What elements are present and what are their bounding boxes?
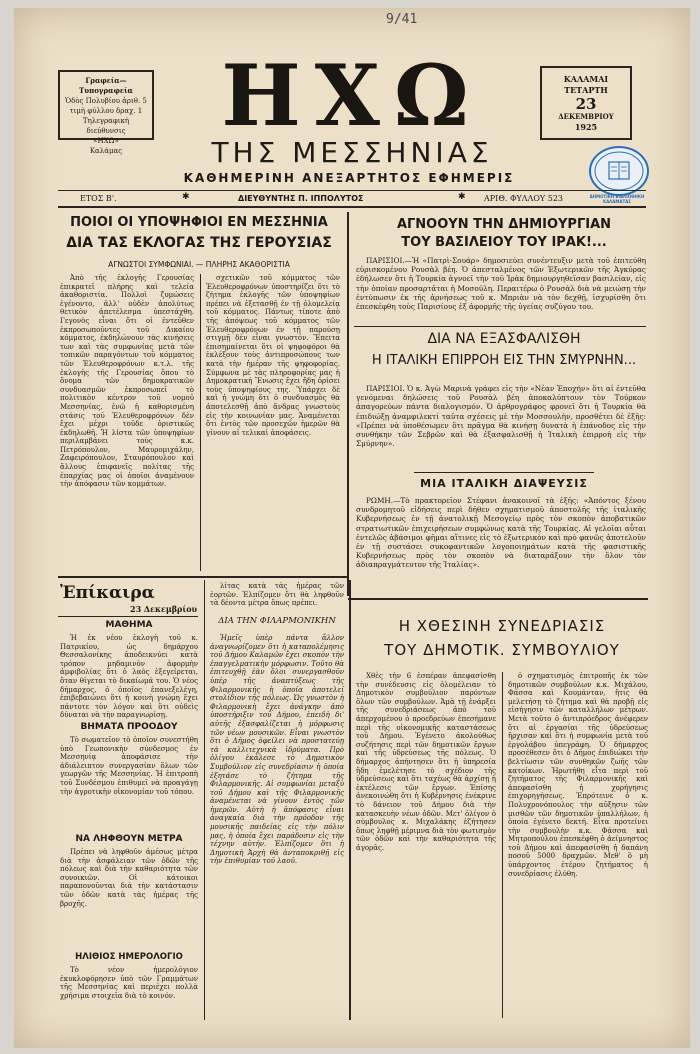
office-info-box: [58, 70, 154, 155]
date-day: 23: [575, 95, 597, 113]
library-stamp: [589, 146, 649, 196]
handwritten-number: 9/41: [386, 12, 418, 27]
main-vertical-divider: [347, 212, 349, 596]
library-stamp-icon: [591, 148, 647, 194]
epikaira-s2-title: ΒΗΜΑΤΑ ΠΡΟΟΔΟΥ: [80, 722, 178, 732]
date-box: [540, 66, 632, 140]
office-line-2: Ὁδὸς Πολυβίου ἀριθ. 5: [65, 97, 147, 105]
epikaira-header: Ἐπίκαιρα: [60, 583, 155, 603]
epikaira-s4-title: ΗΛΙΘΙΟΣ ΗΜΕΡΟΛΟΓΙΟ: [75, 952, 183, 962]
epikaira-s1-title: ΜΑΘΗΜΑ: [105, 620, 153, 630]
article1-column-2: σχετικῶν τοῦ κόμματος τῶν Ἐλευθεροφρόνων ὑποστηρίζει ὅτι τὸ ζήτημα ἐκλογῆς τῶν ὑποψηφίων πρέπει νὰ ἐξετασθῇ ἐν τῇ ὁλομελείᾳ τοῦ κόμματος. Πάντως τίποτε ἀπὸ τῆς ἀπόψεως τοῦ κόμματος τῶν Ἐλευθεροφρόνων ἐν τῇ παρούσῃ στιγμῇ δὲν εἶναι γνωστόν. Ἔπειτα ἐπισημαίνεται ὅτι οἱ ψηφοφόροι θὰ ἐκλέξουν τοὺς ἀντιπροσώπους των κατὰ τὴν ἡμέραν τῆς ψηφοφορίας. Σύμφωνα μὲ τὰς πληροφορίας μας ἡ Δημοκρατικὴ Ἕνωσις ἔχει ἤδη ὁρίσει τοὺς ὑποψηφίους της. Ὑπάρχει δὲ καὶ ἡ γνώμη ὅτι ὁ συνδυασμὸς θὰ ἀποτελεσθῇ ἀπὸ ἄνδρας γνωστοὺς εἰς τὴν κοινωνίαν μας. Ἀναμένεται ὅτι ἐντὸς τῶν προσεχῶν ἡμερῶν θὰ γίνουν αἱ τελικαὶ ἀποφάσεις.: [206, 274, 340, 437]
star-icon-2: ✱: [458, 192, 466, 202]
office-line-5: «ΗΧΩ»: [93, 137, 119, 145]
epikaira-s1-text: Ἡ ἐκ νέου ἐκλογὴ τοῦ κ. Πατρικίου, ὡς δημάρχου Θεσσαλονίκης ἀποδεικνύει κατὰ τρόπον μηδαμινὸν ἀφορμὴν ἀμφιβολίας ὅτι ὁ λαὸς ἐξεγείρεται, ὅταν θίγεται τὸ δικαίωμά του. Ὁ νέος δήμαρχος, ὁ ὁποῖος ἐπανεξελέγη, ἐπιβεβαιώνει ὅτι ἡ κοινὴ γνώμη ἔχει πάντοτε τὸν λόγον καὶ ὅτι οὐδεὶς δύναται νὰ τὴν παραγνωρίσῃ.: [60, 634, 198, 720]
article1-title-2: ΔΙΑ ΤΑΣ ΕΚΛΟΓΑΣ ΤΗΣ ΓΕΡΟΥΣΙΑΣ: [66, 235, 332, 251]
article5-title-1: Η ΧΘΕΣΙΝΗ ΣΥΝΕΔΡΙΑΣΙΣ: [398, 617, 606, 635]
article4-text: ΡΩΜΗ.—Τὸ πρακτορεῖον Στέφανι ἀνακοινοῖ τὰ ἑξῆς: «Ἀπόντος ξένου συνδρομητοῦ εἰδήσεις περὶ δῆθεν σχηματισμοῦ ἀποστολῆς τῆς ἰταλικῆς Κυβερνήσεως ἐν τῇ ἀνατολικῇ Μεσογείῳ πρὸς τὸν σκοπὸν ἀποβατικῶν στρατιωτικῶν ἐπιχειρήσεων συμφώνως κατὰ τῆς Τουρκίας. Αἱ γελοῖαι αὗται ἐντελῶς ἀβάσιμοι φῆμαι αἵτινες εἰς τὸ ἐξωτερικὸν καὶ πρὸ φανῶς ἀποτελοῦν ἐν τῇ συστάσει συκοφαντικῶν λογοποιημάτων κατὰ τῆς φασιστικῆς Κυβερνήσεως πρὸς τὸν σκοπὸν νὰ διαταράξουν τὴν ὅλον τὸν ἀδιαπραγμάτευτον τῆς Ἰταλίας».: [356, 496, 646, 570]
article1-subtitle: ΑΓΝΩΣΤΟΙ ΣΥΜΦΩΝΙΑΙ. — ΠΛΗΡΗΣ ΑΚΑΘΟΡΙΣΤΙΑ: [108, 260, 290, 269]
page-mid-divider: [58, 576, 348, 578]
star-icon-1: ✱: [182, 192, 190, 202]
article5-title-2: ΤΟΥ ΔΗΜΟΤΙΚ. ΣΥΜΒΟΥΛΙΟΥ: [384, 641, 620, 659]
epikaira-date: 23 Δεκεμβρίου: [130, 604, 198, 614]
filarmoniki-text: Ἡμεῖς ὑπὲρ πάντα ἄλλον ἀναγνωρίζομεν ὅτι ἡ καταπολέμησις τοῦ Δήμου Καλαμῶν ἔχει σκοπὸν τὴν ἐπαγγελματικὴν μόρφωσιν. Τοῦτο θὰ ἐπιτευχθῇ ἐὰν ὅλοι συνεργασθοῦν ὑπὲρ τῆς ἀναπτύξεως τῆς Φιλαρμονικῆς ἡ ὁποία ἀποτελεῖ στολίδιον τῆς πόλεως. Ὡς γνωστὸν ἡ Φιλαρμονικὴ ἔχει ἀνάγκην ἀπὸ ὑποστήριξιν τοῦ Δήμου, ἐπειδὴ δι' αὐτῆς ἐξασφαλίζεται ἡ μόρφωσις τῶν νέων μουσικῶν. Εἶναι γνωστὸν ὅτι ὁ Δῆμος ὀφείλει νὰ προστατεύῃ τὰ καλλιτεχνικὰ ἱδρύματα. Πρὸ ὀλίγου ἐκάλεσε τὸ Δημοτικὸν Συμβούλιον εἰς συνεδρίασιν ἡ ὁποία ἐξητάσε τὸ ζήτημα τῆς Φιλαρμονικῆς. Αἱ συμφωνίαι μεταξὺ τοῦ Δήμου καὶ τῆς Φιλαρμονικῆς ἀναμένεται νὰ γίνουν ἐντὸς τῶν ἡμερῶν. Αὐτὴ ἡ ἀπόφασις εἶναι ἀναγκαία διὰ τὴν πρόοδον τῆς μουσικῆς παιδείας εἰς τὴν πόλιν μας, ἡ ὁποία ἔχει παράδοσιν εἰς τὴν τέχνην αὐτήν. Ἐλπίζομεν ὅτι ἡ Δημοτικὴ Ἀρχὴ θὰ ἀνταποκριθῇ εἰς τὴν ἐπιθυμίαν τοῦ λαοῦ.: [210, 634, 344, 866]
date-weekday: ΤΕΤΑΡΤΗ: [564, 85, 608, 95]
masthead-subtitle: ΤΗΣ ΜΕΣΣΗΝΙΑΣ: [211, 136, 493, 169]
office-line-6: Καλάμας: [89, 147, 123, 155]
info-director: ΔΙΕΥΘΥΝΤΗΣ Π. ΙΠΠΟΛΥΤΟΣ: [238, 194, 364, 203]
article5-column-2: ὁ σχηματισμὸς ἐπιτροπῆς ἐκ τῶν δημοτικῶν συμβούλων κ.κ. Μιχάλου, Φάσσα καὶ Κουμάνταν, ἥτις θὰ μελετήσῃ τὸ ζήτημα καὶ θὰ προβῇ εἰς εἰσήγησιν τῶν καταλλήλων μέτρων. Μετὰ τοῦτο ὁ ἀντιπρόεδρος ἀνέφερεν ὅτι αἱ ἐργασίαι τῆς ὑδρεύσεως ἤρχισαν καὶ ὅτι ἡ συμφωνία μετὰ τοῦ ἐργολάβου ὑπεγράφη. Ὁ δήμαρχος προσέθεσεν ὅτι ὁ Δῆμος ἐπιδιώκει τὴν βελτίωσιν τῶν συνθηκῶν ζωῆς τῶν κατοίκων. Ἠρωτήθη εἶτα περὶ τοῦ ζητήματος τῆς Φιλαρμονικῆς καὶ ἀπεφασίσθη ἡ χορήγησις ἐπιχορηγήσεως. Ἐπρότεινε ὁ κ. Πολυχρονόπουλος τὴν αὔξησιν τῶν μισθῶν τῶν δημοτικῶν ὑπαλλήλων, ἡ ὁποία ἐγένετο δεκτή. Εἶτα προτείνει τὴν συμβουλὴν κ.κ. Φάσσα καὶ Μητροπούλου ἐπεσκέφθη ὁ ἀείμνηστος τοῦ Δήμου καὶ ἀπεφασίσθη ἡ δαπάνη ποσοῦ 5000 δραχμῶν. Μεθ' ὃ μὴ ὑπάρχοντος ἑτέρου ζητήματος ἡ συνεδρίασις ἐλύθη.: [508, 672, 648, 878]
info-year: ΕΤΟΣ Β'.: [80, 194, 117, 203]
article3-divider: [414, 472, 594, 473]
article4-title: ΜΙΑ ΙΤΑΛΙΚΗ ΔΙΑΨΕΥΣΙΣ: [420, 477, 588, 490]
article2-text: ΠΑΡΙΣΙΟΙ.—Ἡ «Πατρὶ-Σουάρ» δημοσιεύει συνέντευξιν μετὰ τοῦ ἐπιτεύθη εὑρισκομένου Ρουσὰλ βέη. Ὁ ἀπεσταλμένος τῶν Ἐξωτερικῶν τῆς Ἀγκύρας ἐδήλωσεν ὅτι ἡ Τουρκία ἀγνοεῖ τὴν τοῦ Ἰρὰκ δημιουργηθεῖσαν βασιλείαν, εἰς τὴν ὁποίαν προσαρτᾶται ἡ Μοσούλη. Περαιτέρω ὁ Ρουσὰλ διὰ νὰ μειώσῃ τὴν ἐντύπωσιν ἐκ τῆς ἀρνήσεως τοῦ κ. Μπριὰν νὰ τὸν δεχθῇ, ἰσχυρίσθη ὅτι ἐπεσκέφθη τοὺς Παρισίους ἐξ ἀφορμῆς τῆς ὑγείας συζύγου του.: [356, 256, 646, 312]
article3-text: ΠΑΡΙΣΙΟΙ. Ὁ κ. Ἀγὼ Μαρινὰ γράφει εἰς τὴν «Νέαν Ἐποχήν» ὅτι αἱ ἐντεῦθα γενόμεναι δηλώσεις τοῦ Ρουσὰλ βέη ἀποκαλύπτουν τὸν Τούρκον ἀπαγορεύων πάντα διαλογισμόν. Ὁ ἀρθρογράφος φρονεῖ ὅτι ἡ Τουρκία θὰ ἐπιδιώξῃ ἀναμφιλεκτί ταῦτα σχέσεις μὲ τὴν Μοσσουλὴν, προσθέτει δὲ ἐξῆς: «Πρέπει νὰ ὑποθέσωμεν ὅτι πρᾶγμα θὰ κινήσῃ δυνατὰ ἡ ἐπάνοδος εἰς τὴν συνθήκην τῶν Σεβρῶν καὶ θὰ ἐξασφαλισθῇ ἡ Ἰταλικὴ ἐπιρροὴ εἰς τὴν Σμύρνην».: [356, 384, 646, 449]
filarmoniki-top-text: λίτας κατὰ τὰς ἡμέρας τῶν ἑορτῶν. Ἐλπίζομεν ὅτι θὰ ληφθοῦν τὰ δέοντα μέτρα ὅπως πρέπει.: [210, 582, 344, 608]
article3-title-1: ΔΙΑ ΝΑ ΕΞΑΣΦΑΛΙΣΘΗ: [427, 331, 581, 347]
office-line-1: Γραφεία—Τυπογραφεία: [79, 76, 133, 95]
epikaira-s3-text: Πρέπει νὰ ληφθοῦν ἀμέσως μέτρα διὰ τὴν ἀσφάλειαν τῶν ὁδῶν τῆς πόλεως καὶ διὰ τὴν καθαριότητα τῶν συνοικιῶν. Οἱ κάτοικοι παραπονοῦνται διὰ τὴν κατάστασιν τῶν ὁδῶν κατὰ τὰς ἡμέρας τῆς βροχῆς.: [60, 848, 198, 908]
page-mid-divider-right: [348, 598, 648, 600]
article2-divider: [354, 326, 646, 327]
masthead-title: ΗΧΩ: [221, 46, 483, 145]
library-stamp-text: ΔΗΜΟΤΙΚΗ ΒΙΒΛΙΟΘΗΚΗ ΚΑΛΑΜΑΤΑΣ: [589, 194, 645, 204]
filarmoniki-divider: [349, 580, 351, 1020]
date-month: ΔΕΚΕΜΒΡΙΟΥ: [558, 112, 614, 121]
article3-title-2: Η ΙΤΑΛΙΚΗ ΕΠΙΡΡΟΗ ΕΙΣ ΤΗΝ ΣΜΥΡΝΗΝ...: [371, 353, 637, 368]
article1-column-1: Ἀπὸ τῆς ἐκλογῆς Γερουσίας ἐπικρατεῖ πλήρης καὶ τελεία ἀκαθοριστία. Πολλοὶ ζυμώσεις ἐγένοντο, ἀλλ' οὐδὲν ἀπολύτως θετικὸν ἀπετέλεσμα ὑπεστάχθη. Γεγονὸς εἶναι ὅτι οἱ ἐντεῦθεν ἐκπροσωποῦντες τοῦ Δικαίου κόμματος, ἐκδηλώνουν τὰς κινήσεις των καὶ τὰς συμφωνίας μετὰ τῶν τοπικῶν παραγόντων τοῦ κόμματος τῶν Ἐλευθεροφρόνων κ.τ.λ. τῆς ἐκλογῆς τῆς Γερουσίας ὅπου τὸ ὄνομα τῶν δημοκρατικῶν συνδυασμῶν ἐκπροσωπεῖ τὸ πολιτικὸν κέντρον τοῦ νομοῦ Μεσσηνίας, ἐνῶ ἡ καθορισμένη στάσις τοῦ Ἐλευθεροφρόνων δὲν ἔχει μέχρι τοῦδε ὁριστικῶς ἐκδηλωθῆ. Ἡ λίστα τῶν ὑποψηφίων περιλαμβάνει τοὺς κ.κ. Πετρόπουλον, Μαυρομιχάλην, Ζαφειρόπουλον, Σταυρόπουλον καὶ ἄλλους ἐπιφανεῖς πολίτας τῆς ἐπαρχίας μας οἱ ὁποῖοι ἀναμένουν τὴν ἀπόφασιν τῶν κομμάτων.: [60, 274, 194, 489]
epikaira-s2-text: Τὸ σωματεῖον τὸ ὁποῖον συνεστήθη ὑπὸ Γεωπονικὴν σύνδεσμος ἐν Μεσσηνίᾳ ἀποφάσισε τὴν ἀδιάλειπτον συνεργασίαν ὅλων τῶν γεωργῶν τῆς Μεσσηνίας. Ἡ ἐπιτροπὴ τοῦ Συνδέσμου ἐπιθυμεῖ νὰ προαγάγῃ τὴν ἀγροτικὴν οἰκονομίαν τοῦ τόπου.: [60, 736, 198, 796]
newspaper-page: [14, 8, 690, 1048]
article1-column-divider: [200, 274, 201, 571]
epikaira-s3-title: ΝΑ ΛΗΦΘΟΥΝ ΜΕΤΡΑ: [75, 834, 183, 844]
filarmoniki-title: ΔΙΑ ΤΗΝ ΦΙΛΑΡΜΟΝΙΚΗΝ: [218, 616, 336, 626]
article2-title-2: ΤΟΥ ΒΑΣΙΛΕΙΟΥ ΤΟΥ ΙΡΑΚ!...: [401, 235, 607, 250]
office-line-4: Τηλεγραφικὴ διεύθυνσις: [82, 117, 130, 135]
masthead-rule-top: [58, 190, 646, 191]
masthead-tagline: ΚΑΘΗΜΕΡΙΝΗ ΑΝΕΞΑΡΤΗΤΟΣ ΕΦΗΜΕΡΙΣ: [183, 171, 515, 185]
article5-column-divider: [502, 672, 503, 1018]
article2-title-1: ΑΓΝΟΟΥΝ ΤΗΝ ΔΗΜΙΟΥΡΓΙΑΝ: [396, 217, 612, 232]
masthead-rule-bottom: [58, 206, 646, 208]
epikaira-rule: [58, 616, 198, 617]
date-year: 1925: [574, 122, 598, 132]
article5-column-1: Χθὲς τὴν 6 ἑσπέραν ἀπεφασίσθη τὴν συνέδευσις εἰς ὁλομέλειαν τὸ Δημοτικὸν συμβούλιον παρόντων ὅλων τῶν συμβούλων. Ἀμὰ τῇ ἐνάρξει τῆς συνεδριάσεως ἀπὸ τοῦ ἀπερχομένου ὁ προεδρεύων ἐπεσήμανε περὶ τῆς οἰκονομικῆς καταστάσεως τοῦ Δήμου. Ἐγένετο ἀκολούθως συζήτησις περὶ τῶν δημοτικῶν ἔργων καὶ τῆς ὑδρεύσεως τῆς πόλεως. Ὁ δήμαρχος ἀπήντησεν ὅτι ἡ ὑπηρεσία ἤδη ἐμελέτησε τὸ σχέδιον τῆς ὑδρεύσεως καὶ ὅτι ταχέως θὰ ἀρχίσῃ ἡ ἐκτέλεσις τῶν ἔργων. Ἐπίσης ἀνεκοινώθη ὅτι ἡ Κυβέρνησις ἐνέκρινε τὸ δάνειον τοῦ Δήμου διὰ τὴν κατασκευὴν νέων ὁδῶν. Μετ' ὀλίγον ὁ σύμβουλος κ. Μιχαλάκης ἐζήτησεν ὅπως ληφθῇ μέριμνα διὰ τὸν φωτισμὸν τῶν ὁδῶν καὶ τὴν καθαριότητα τῆς ἀγορᾶς.: [356, 672, 496, 852]
info-issue: ΑΡΙΘ. ΦΥΛΛΟΥ 523: [484, 194, 564, 203]
date-city: ΚΑΛΑΜΑΙ: [563, 74, 609, 84]
office-line-3: τιμὴ φύλλου δραχ. 1: [69, 107, 143, 115]
epikaira-divider: [204, 580, 205, 1020]
article1-title-1: ΠΟΙΟΙ ΟΙ ΥΠΟΨΗΦΙΟΙ ΕΝ ΜΕΣΣΗΝΙΑ: [70, 215, 328, 230]
epikaira-s4-text: Τὸ νέον ἡμερολόγιον ἐκυκλοφόρησεν ὑπὸ τῶν Γραμμάτων τῆς Μεσσηνίας καὶ περιέχει πολλὰ χρήσιμα στοιχεῖα διὰ τὸ κοινόν.: [60, 966, 198, 1000]
